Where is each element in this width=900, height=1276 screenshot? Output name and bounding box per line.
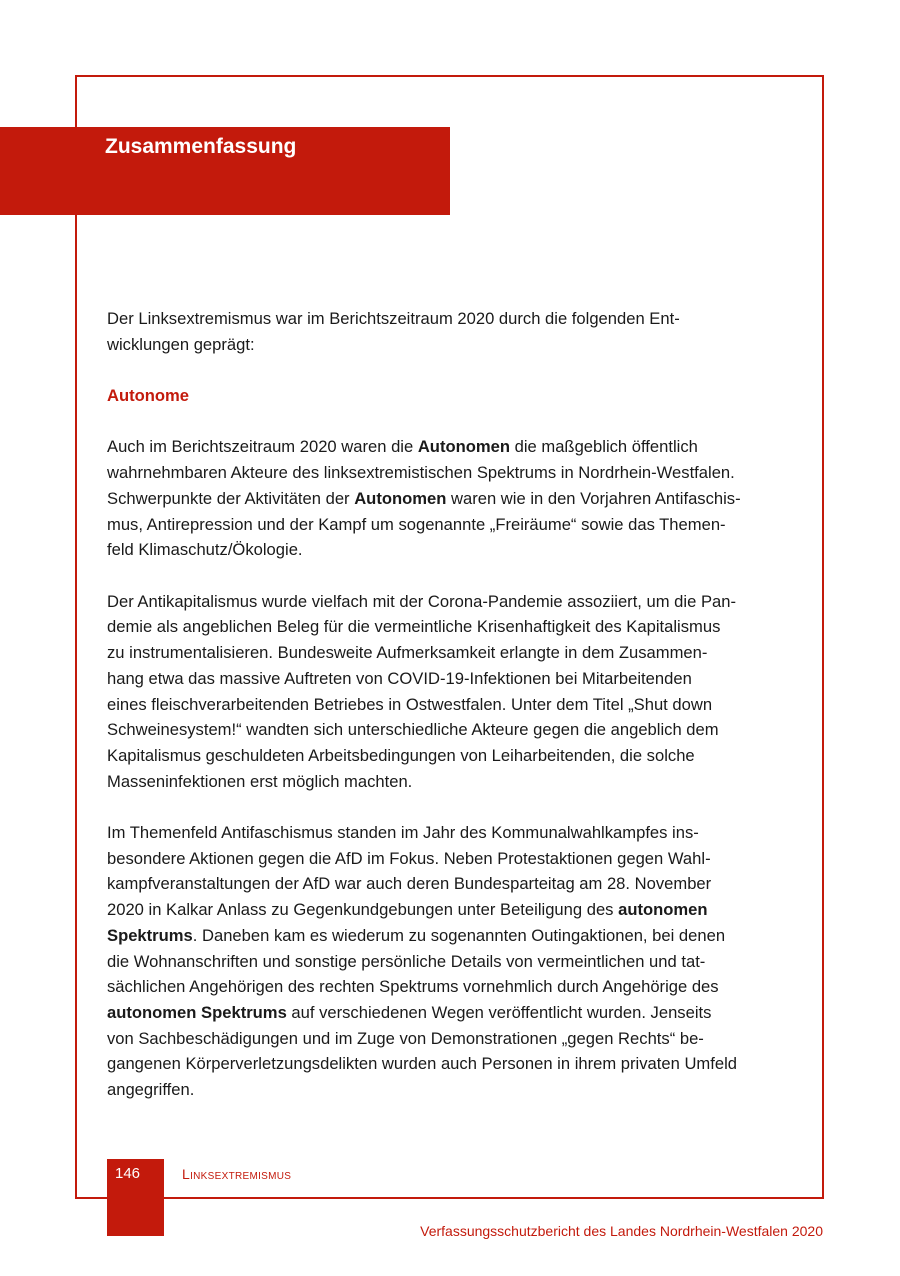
text-line: demie als angeblichen Beleg für die vermeintliche Krisenhaftigkeit des Kapitalismus [107,617,721,637]
text-run: kampfveranstaltungen der AfD war auch deren Bundesparteitag am 28. November [107,874,712,894]
text-line [107,846,791,872]
text-run: angegriffen. [107,1080,195,1100]
section-heading: Autonome [107,386,190,406]
text-line: Der Linksextremismus war im Berichtszeitraum 2020 durch die folgenden Ent- [107,309,680,328]
text-line: Kapitalismus geschuldeten Arbeitsbedingungen von Leiharbeitenden, die solche [107,745,695,765]
text-line: hang etwa das massive Auftreten von COVID-19-Infektionen bei Mitarbeitenden [107,668,692,688]
text-line: wicklungen geprägt: [107,334,255,354]
text-line: eines fleischverarbeitenden Betriebes in Ostwestfalen. Unter dem Titel „Shut down [107,694,713,714]
text-run: von Sachbeschädigungen und im Zuge von Demonstrationen „gegen Rechts“ be- [107,1028,704,1048]
chapter-label: Linksextremismus [182,1166,292,1182]
publication-title: Verfassungsschutzbericht des Landes Nordrhein-Westfalen 2020 [420,1223,823,1239]
page-number-box [107,1159,164,1236]
text-line: wahrnehmbaren Akteure des linksextremistischen Spektrums in Nordrhein-Westfalen. [107,463,735,483]
bold-term: autonomen Spektrums [107,1002,287,1022]
text-line: Der Antikapitalismus wurde vielfach mit der Corona-Pandemie assoziiert, um die Pan- [107,591,736,611]
text-run: die maßgeblich öffentlich [510,437,698,457]
paragraph-antifaschismus [107,820,791,1103]
bold-term: autonomen [618,900,708,920]
main-content [107,306,791,1128]
text-run: Auch im Berichtszeitraum 2020 waren die [107,437,418,457]
bold-term: Autonomen [417,437,511,457]
text-run: 2020 in Kalkar Anlass zu Gegenkundgebungen unter Beteiligung des [107,900,619,920]
text-line: Schweinesystem!“ wandten sich unterschiedliche Akteure gegen die angeblich dem [107,720,719,740]
text-run: besondere Aktionen gegen die AfD im Fokus. Neben Protestaktionen gegen Wahl- [107,848,711,868]
text-line [107,434,791,460]
text-line: Masseninfektionen erst möglich machten. [107,771,413,791]
title-banner [0,127,450,215]
text-line [107,1000,791,1026]
page-number: 146 [114,1165,141,1182]
page-title: Zusammenfassung [105,135,297,158]
text-run: gangenen Körperverletzungsdelikten wurden auch Personen in ihrem privaten Umfeld [107,1054,738,1074]
text-line [107,923,791,949]
paragraph-antikapitalismus [107,589,791,795]
text-run: die Wohnanschriften und sonstige persönliche Details von vermeintlichen und tat- [107,951,706,971]
paragraph-autonome [107,434,791,563]
text-line [107,1051,791,1077]
text-run: sächlichen Angehörigen des rechten Spektrums vornehmlich durch Angehörige des [107,977,719,997]
text-line [107,486,791,512]
text-run: . Daneben kam es wiederum zu sogenannten Outingaktionen, bei denen [192,925,726,945]
text-run: auf verschiedenen Wegen veröffentlicht wurden. Jenseits [286,1002,712,1022]
text-line [107,949,791,975]
text-line [107,871,791,897]
intro-paragraph [107,306,791,357]
text-line: zu instrumentalisieren. Bundesweite Aufmerksamkeit erlangte in dem Zusammen- [107,643,708,663]
text-run: Im Themenfeld Antifaschismus standen im Jahr des Kommunalwahlkampfes ins- [107,823,699,842]
text-line [107,820,791,846]
bold-term: Spektrums [107,925,193,945]
text-line: mus, Antirepression und der Kampf um sogenannte „Freiräume“ sowie das Themen- [107,514,726,534]
text-line [107,1077,791,1103]
bold-term: Autonomen [354,488,447,508]
text-run: waren wie in den Vorjahren Antifaschis- [446,488,741,508]
text-line [107,974,791,1000]
text-line [107,897,791,923]
text-line: feld Klimaschutz/Ökologie. [107,540,303,560]
text-line [107,1026,791,1052]
text-run: Schwerpunkte der Aktivitäten der [107,488,355,508]
